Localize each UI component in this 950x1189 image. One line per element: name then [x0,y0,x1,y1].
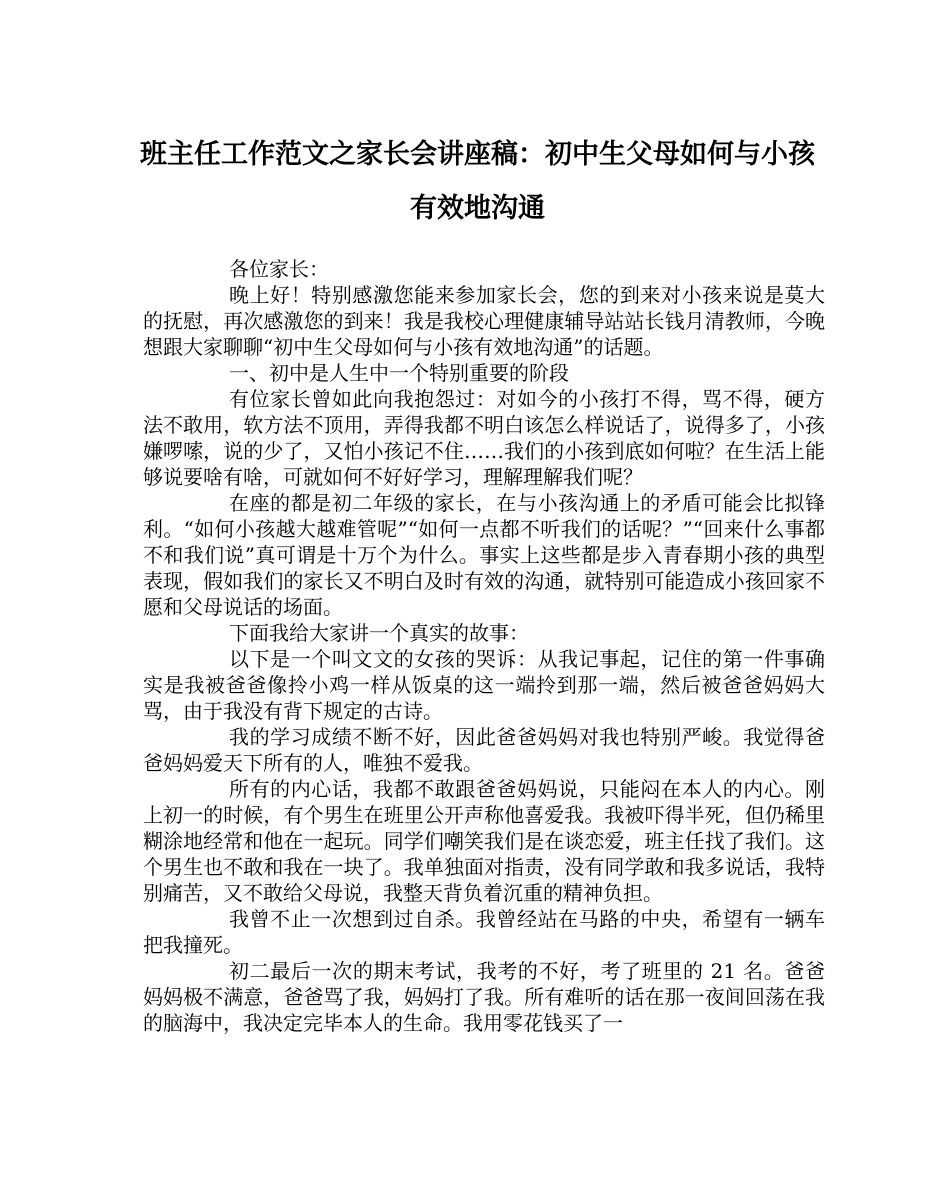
paragraph: 以下是一个叫文文的女孩的哭诉：从我记事起，记住的第一件事确实是我被爸爸像拎小鸡一样从饭桌的这一端拎到那一端，然后被爸爸妈妈大骂，由于我没有背下规定的古诗。 [143,647,825,723]
paragraph: 我曾不止一次想到过自杀。我曾经站在马路的中央，希望有一辆车把我撞死。 [143,907,825,957]
document-title: 班主任工作范文之家长会讲座稿：初中生父母如何与小孩有效地沟通 [140,139,815,224]
paragraph: 有位家长曾如此向我抱怨过：对如今的小孩打不得，骂不得，硬方法不敢用，软方法不顶用，弄得我都不明白该怎么样说话了，说得多了，小孩嫌啰嗦，说的少了，又怕小孩记不住……我们的小孩到底如何啦？在生活上能够说要啥有啥，可就如何不好好学习，理解理解我们呢？ [143,387,825,489]
paragraph: 下面我给大家讲一个真实的故事： [229,621,529,645]
paragraph: 所有的内心话，我都不敢跟爸爸妈妈说，只能闷在本人的内心。刚上初一的时候，有个男生在班里公开声称他喜爱我。我被吓得半死，但仍稀里糊涂地经常和他在一起玩。同学们嘲笑我们是在谈恋爱，班主任找了我们。这个男生也不敢和我在一块了。我单独面对指责，没有同学敢和我多说话，我特别痛苦，又不敢给父母说，我整天背负着沉重的精神负担。 [143,777,825,905]
paragraph-intro: 晚上好！特别感激您能来参加家长会，您的到来对小孩来说是莫大的抚慰，再次感激您的到来！我是我校心理健康辅导站站长钱月清教师，今晚想跟大家聊聊“初中生父母如何与小孩有效地沟通”的话题。 [143,283,825,359]
paragraph-greeting: 各位家长： [229,257,329,281]
document-body [143,256,825,1036]
section-heading: 一、初中是人生中一个特别重要的阶段 [229,361,569,385]
paragraph: 我的学习成绩不断不好，因此爸爸妈妈对我也特别严峻。我觉得爸爸妈妈爱天下所有的人，唯独不爱我。 [143,725,825,775]
paragraph: 在座的都是初二年级的家长，在与小孩沟通上的矛盾可能会比拟锋利。“如何小孩越大越难管呢”“如何一点都不听我们的话呢？”“回来什么事都不和我们说”真可谓是十万个为什么。事实上这些都是步入青春期小孩的典型表现，假如我们的家长又不明白及时有效的沟通，就特别可能造成小孩回家不愿和父母说话的场面。 [143,491,825,619]
paragraph: 初二最后一次的期末考试，我考的不好，考了班里的 21 名。爸爸妈妈极不满意，爸爸骂了我，妈妈打了我。所有难听的话在那一夜间回荡在我的脑海中，我决定完毕本人的生命。我用零花钱买了一 [143,959,825,1035]
